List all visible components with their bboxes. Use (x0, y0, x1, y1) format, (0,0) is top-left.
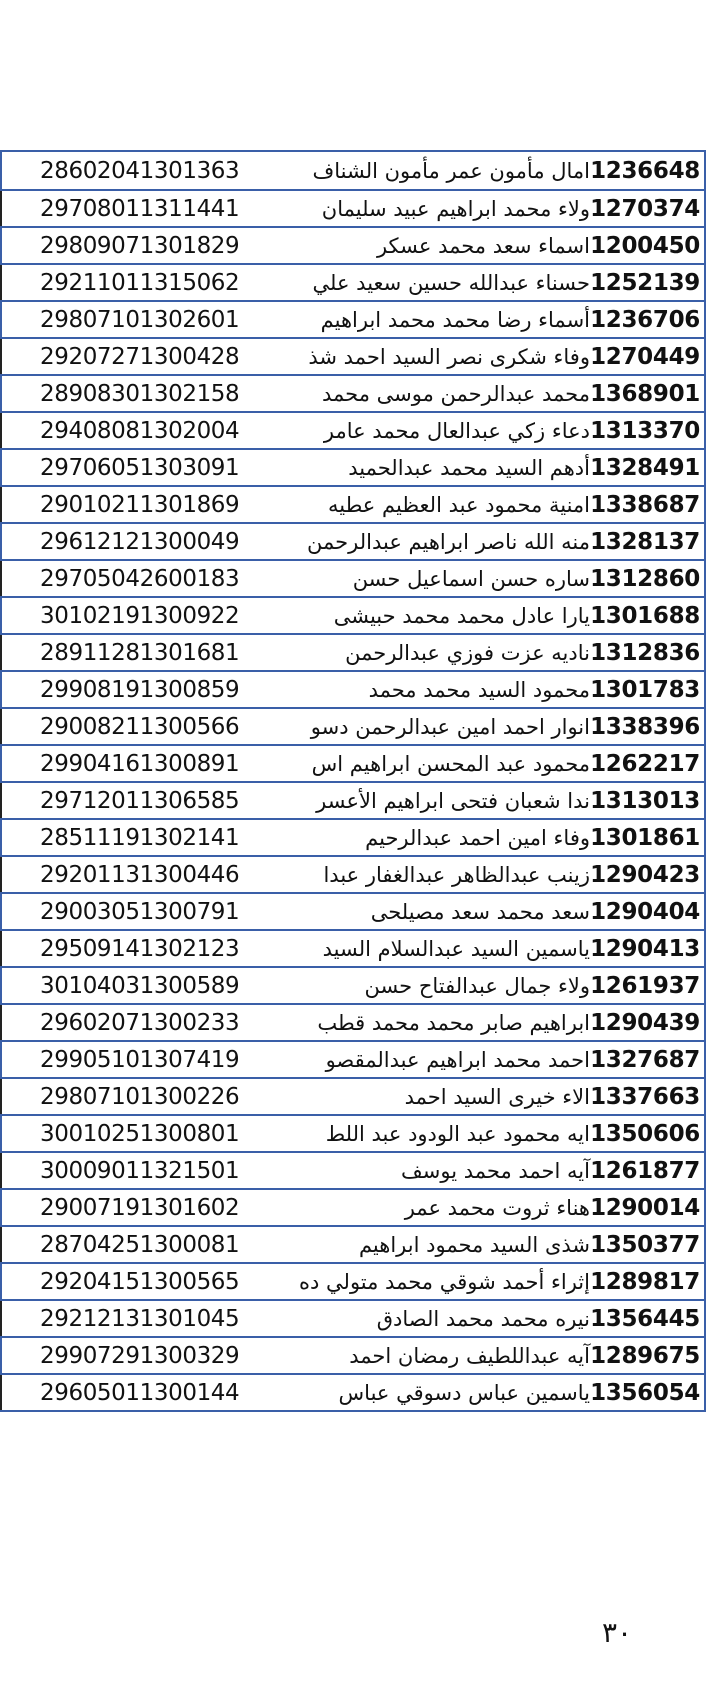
table-row (0, 1077, 704, 1114)
national-id-cell: 29705042600183 (40, 565, 240, 592)
name-cell: محمد عبدالرحمن موسى محمد (322, 381, 590, 406)
national-id-cell: 29003051300791 (40, 898, 240, 925)
row-left-edge (0, 339, 2, 374)
seat-number-cell: 1301861 (590, 824, 700, 851)
row-left-edge (0, 561, 2, 596)
national-id-cell: 29706051303091 (40, 454, 240, 481)
table-row (0, 781, 704, 818)
national-id-cell: 29204151300565 (40, 1268, 240, 1295)
table-row (0, 263, 704, 300)
name-cell: امال مأمون عمر مأمون الشناف (312, 158, 590, 183)
table-row (0, 670, 704, 707)
name-cell: محمود السيد محمد محمد (368, 677, 590, 702)
name-cell: ولاء جمال عبدالفتاح حسن (364, 973, 590, 998)
table-row (0, 189, 704, 226)
seat-number-cell: 1368901 (590, 380, 700, 407)
row-left-edge (0, 1227, 2, 1262)
name-cell: هناء ثروت محمد عمر (404, 1195, 590, 1220)
national-id-cell: 29207271300428 (40, 343, 240, 370)
name-cell: انوار احمد امين عبدالرحمن دسو (310, 714, 590, 739)
national-id-cell: 29712011306585 (40, 787, 240, 814)
row-left-edge (0, 152, 2, 189)
national-id-cell: 28908301302158 (40, 380, 240, 407)
national-id-cell: 29612121300049 (40, 528, 240, 555)
national-id-cell: 30102191300922 (40, 602, 240, 629)
name-cell: آيه عبداللطيف رمضان احمد (349, 1343, 590, 1368)
name-cell: أدهم السيد محمد عبدالحميد (348, 455, 590, 480)
seat-number-cell: 1338396 (590, 713, 700, 740)
name-cell: ندا شعبان فتحى ابراهيم الأعسر (316, 788, 590, 813)
table-row (0, 818, 704, 855)
name-cell: اسماء سعد محمد عسكر (376, 233, 590, 258)
seat-number-cell: 1290423 (590, 861, 700, 888)
row-left-edge (0, 1042, 2, 1077)
national-id-cell: 29010211301869 (40, 491, 240, 518)
table-row (0, 1003, 704, 1040)
seat-number-cell: 1350377 (590, 1231, 700, 1258)
seat-number-cell: 1290014 (590, 1194, 700, 1221)
table-row (0, 633, 704, 670)
name-cell: وفاء شكرى نصر السيد احمد شذ (308, 344, 590, 369)
row-left-edge (0, 931, 2, 966)
row-left-edge (0, 487, 2, 522)
row-left-edge (0, 1079, 2, 1114)
table-row (0, 855, 704, 892)
table-row (0, 374, 704, 411)
table-row (0, 1040, 704, 1077)
national-id-cell: 29201131300446 (40, 861, 240, 888)
table-row (0, 1225, 704, 1262)
table-row (0, 226, 704, 263)
row-left-edge (0, 968, 2, 1003)
national-id-cell: 30104031300589 (40, 972, 240, 999)
name-cell: زينب عبدالظاهر عبدالغفار عبدا (323, 862, 590, 887)
table-row (0, 522, 704, 559)
seat-number-cell: 1312860 (590, 565, 700, 592)
name-cell: امنية محمود عبد العظيم عطيه (327, 492, 590, 517)
seat-number-cell: 1270374 (590, 195, 700, 222)
seat-number-cell: 1261937 (590, 972, 700, 999)
table-row (0, 1373, 704, 1410)
name-cell: محمود عبد المحسن ابراهيم اس (311, 751, 590, 776)
name-cell: نيره محمد محمد الصادق (376, 1306, 590, 1331)
row-left-edge (0, 524, 2, 559)
name-cell: احمد محمد ابراهيم عبدالمقصو (325, 1047, 590, 1072)
seat-number-cell: 1290413 (590, 935, 700, 962)
row-left-edge (0, 1005, 2, 1040)
table-row (0, 300, 704, 337)
row-left-edge (0, 1190, 2, 1225)
table-row (0, 559, 704, 596)
seat-number-cell: 1252139 (590, 269, 700, 296)
table-row (0, 707, 704, 744)
row-left-edge (0, 302, 2, 337)
national-id-cell: 29907291300329 (40, 1342, 240, 1369)
name-cell: دعاء زكي عبدالعال محمد عامر (323, 418, 590, 443)
name-cell: ولاء محمد ابراهيم عبيد سليمان (321, 196, 590, 221)
seat-number-cell: 1270449 (590, 343, 700, 370)
name-cell: يارا عادل محمد محمد حبيشى (333, 603, 590, 628)
row-left-edge (0, 450, 2, 485)
national-id-cell: 29408081302004 (40, 417, 240, 444)
table-row (0, 744, 704, 781)
row-left-edge (0, 1375, 2, 1410)
seat-number-cell: 1236648 (590, 157, 700, 184)
seat-number-cell: 1356445 (590, 1305, 700, 1332)
table-row (0, 1336, 704, 1373)
name-cell: ايه محمود عبد الودود عبد اللط (325, 1121, 590, 1146)
national-id-cell: 29708011311441 (40, 195, 240, 222)
row-left-edge (0, 376, 2, 411)
national-id-cell: 28911281301681 (40, 639, 240, 666)
table-row (0, 1114, 704, 1151)
national-id-cell: 28602041301363 (40, 157, 240, 184)
row-left-edge (0, 672, 2, 707)
seat-number-cell: 1301688 (590, 602, 700, 629)
seat-number-cell: 1301783 (590, 676, 700, 703)
seat-number-cell: 1262217 (590, 750, 700, 777)
national-id-cell: 29509141302123 (40, 935, 240, 962)
name-cell: ناديه عزت فوزي عبدالرحمن (345, 640, 590, 665)
row-left-edge (0, 1116, 2, 1151)
table-row (0, 411, 704, 448)
name-cell: منه الله ناصر ابراهيم عبدالرحمن (307, 529, 590, 554)
name-cell: وفاء امين احمد عبدالرحيم (365, 825, 590, 850)
national-id-cell: 29908191300859 (40, 676, 240, 703)
national-id-cell: 29211011315062 (40, 269, 240, 296)
row-left-edge (0, 783, 2, 818)
table-row (0, 1188, 704, 1225)
seat-number-cell: 1338687 (590, 491, 700, 518)
row-left-edge (0, 857, 2, 892)
national-id-cell: 29807101300226 (40, 1083, 240, 1110)
name-cell: آيه احمد محمد يوسف (401, 1158, 590, 1183)
seat-number-cell: 1356054 (590, 1379, 700, 1406)
row-left-edge (0, 1301, 2, 1336)
seat-number-cell: 1328137 (590, 528, 700, 555)
national-id-cell: 30009011321501 (40, 1157, 240, 1184)
national-id-cell: 29605011300144 (40, 1379, 240, 1406)
seat-number-cell: 1200450 (590, 232, 700, 259)
table-row (0, 152, 704, 189)
seat-number-cell: 1290439 (590, 1009, 700, 1036)
seat-number-cell: 1312836 (590, 639, 700, 666)
table-row (0, 966, 704, 1003)
national-id-cell: 28704251300081 (40, 1231, 240, 1258)
students-table (0, 150, 706, 1412)
seat-number-cell: 1290404 (590, 898, 700, 925)
table-row (0, 596, 704, 633)
national-id-cell: 29904161300891 (40, 750, 240, 777)
page-number: ٣٠ (602, 1616, 633, 1649)
table-row (0, 1151, 704, 1188)
national-id-cell: 29007191301602 (40, 1194, 240, 1221)
national-id-cell: 29212131301045 (40, 1305, 240, 1332)
table-row (0, 1262, 704, 1299)
national-id-cell: 29809071301829 (40, 232, 240, 259)
seat-number-cell: 1261877 (590, 1157, 700, 1184)
seat-number-cell: 1236706 (590, 306, 700, 333)
row-left-edge (0, 413, 2, 448)
name-cell: حسناء عبدالله حسين سعيد علي (312, 270, 590, 295)
row-left-edge (0, 1153, 2, 1188)
name-cell: إثراء أحمد شوقي محمد متولي ده (299, 1269, 590, 1294)
row-left-edge (0, 598, 2, 633)
seat-number-cell: 1337663 (590, 1083, 700, 1110)
table-row (0, 337, 704, 374)
name-cell: شذى السيد محمود ابراهيم (358, 1232, 590, 1257)
seat-number-cell: 1328491 (590, 454, 700, 481)
seat-number-cell: 1289675 (590, 1342, 700, 1369)
table-row (0, 485, 704, 522)
row-left-edge (0, 709, 2, 744)
row-left-edge (0, 746, 2, 781)
row-left-edge (0, 228, 2, 263)
row-left-edge (0, 265, 2, 300)
name-cell: الاء خيرى السيد احمد (404, 1084, 590, 1109)
national-id-cell: 28511191302141 (40, 824, 240, 851)
row-left-edge (0, 635, 2, 670)
national-id-cell: 30010251300801 (40, 1120, 240, 1147)
table-row (0, 892, 704, 929)
national-id-cell: 29905101307419 (40, 1046, 240, 1073)
table-row (0, 929, 704, 966)
seat-number-cell: 1313013 (590, 787, 700, 814)
national-id-cell: 29807101302601 (40, 306, 240, 333)
seat-number-cell: 1327687 (590, 1046, 700, 1073)
name-cell: ساره حسن اسماعيل حسن (352, 566, 590, 591)
table-row (0, 1299, 704, 1336)
name-cell: سعد محمد سعد مصيلحى (370, 899, 590, 924)
seat-number-cell: 1289817 (590, 1268, 700, 1295)
national-id-cell: 29008211300566 (40, 713, 240, 740)
row-left-edge (0, 191, 2, 226)
row-left-edge (0, 820, 2, 855)
seat-number-cell: 1313370 (590, 417, 700, 444)
national-id-cell: 29602071300233 (40, 1009, 240, 1036)
name-cell: ياسمين عباس دسوقي عباس (338, 1380, 590, 1405)
seat-number-cell: 1350606 (590, 1120, 700, 1147)
table-row (0, 448, 704, 485)
name-cell: أسماء رضا محمد محمد ابراهيم (320, 307, 590, 332)
name-cell: ياسمين السيد عبدالسلام السيد (322, 936, 590, 961)
row-left-edge (0, 1338, 2, 1373)
row-left-edge (0, 1264, 2, 1299)
row-left-edge (0, 894, 2, 929)
name-cell: ابراهيم صابر محمد محمد قطب (317, 1010, 590, 1035)
